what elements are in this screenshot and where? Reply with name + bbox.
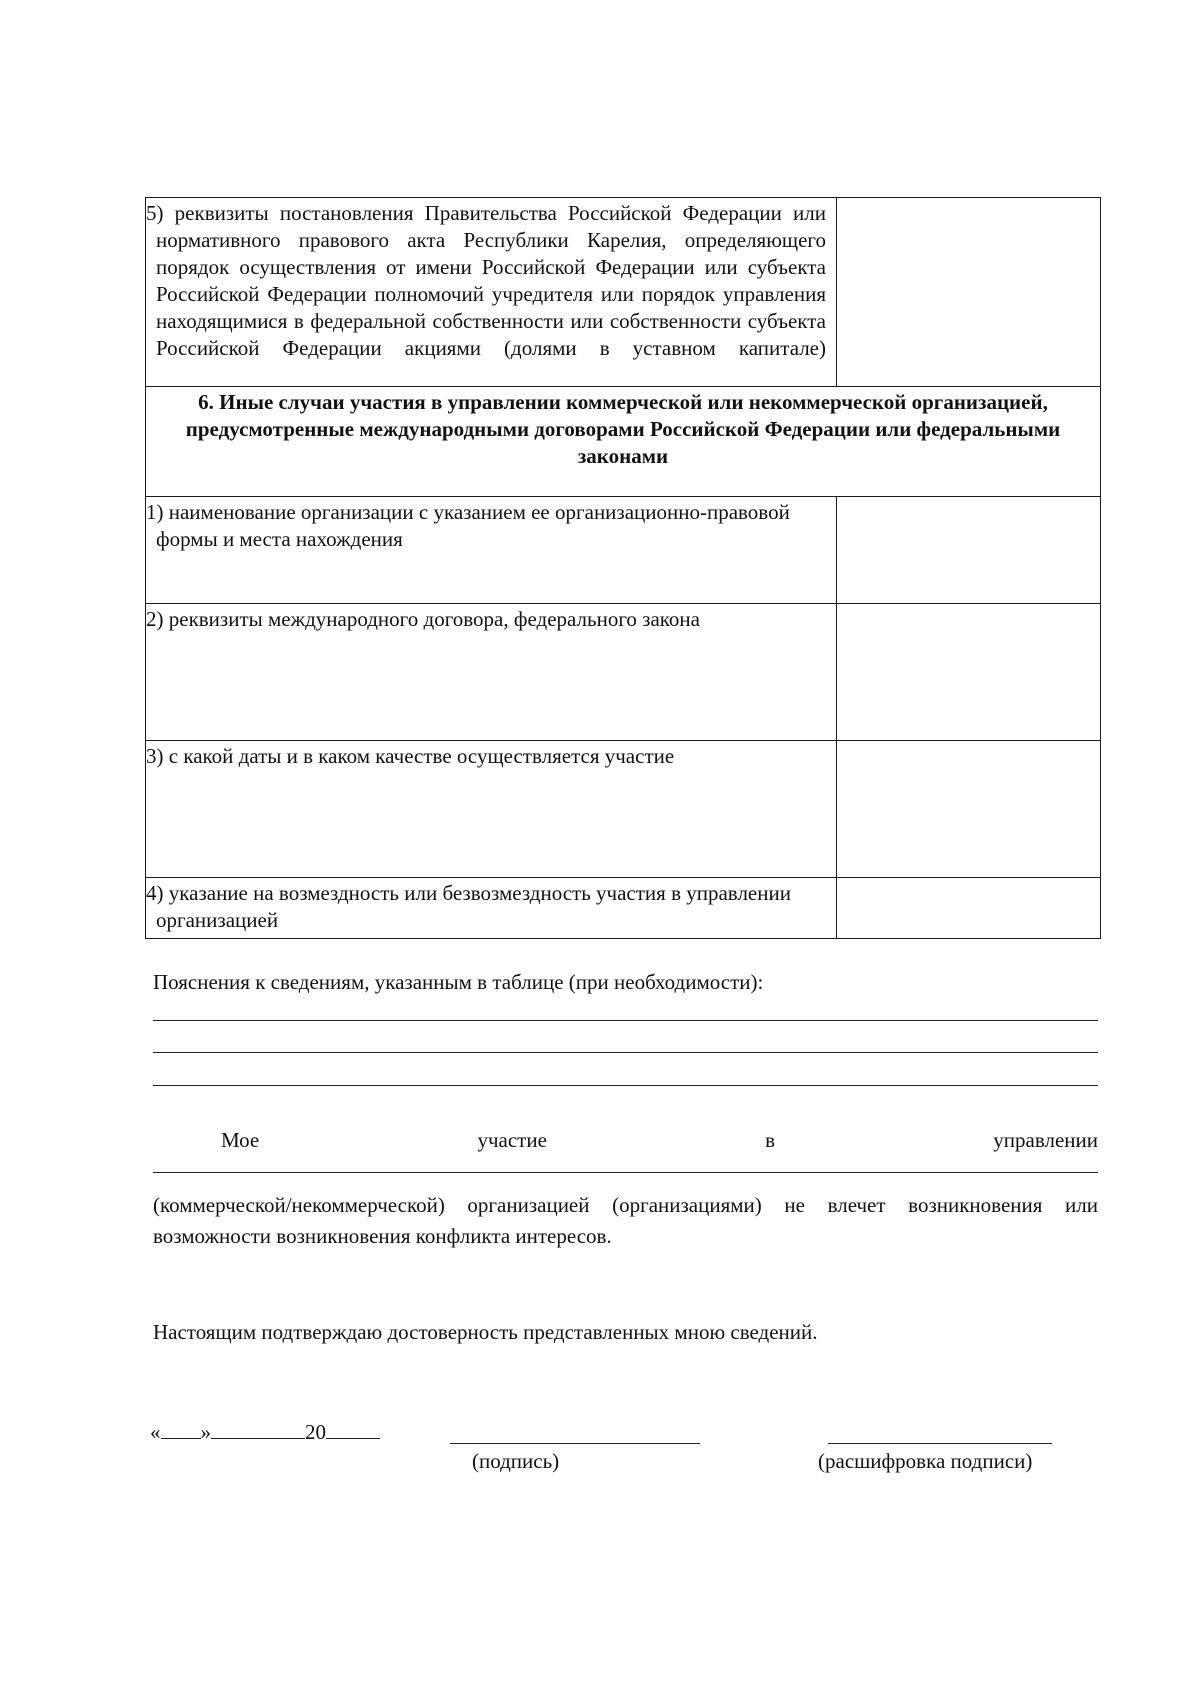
confirmation-text: Настоящим подтверждаю достоверность представленных мною сведений.: [153, 1320, 818, 1344]
year-blank[interactable]: [326, 1418, 380, 1439]
day-blank[interactable]: [161, 1418, 201, 1439]
year-prefix: 20: [305, 1420, 326, 1444]
date-close-quote: »: [200, 1420, 211, 1444]
table-row-3: [146, 741, 1101, 878]
row2-marker: 2: [146, 607, 157, 631]
table-row-4: [146, 878, 1101, 939]
table-row-2: [146, 604, 1101, 741]
explanation-line-1[interactable]: [153, 1020, 1098, 1021]
date-field: [150, 1418, 380, 1445]
row3-answer-cell[interactable]: [837, 741, 1101, 878]
row2-question: [146, 604, 837, 741]
signature-caption: (подпись): [472, 1449, 560, 1473]
explanation-line-3[interactable]: [153, 1085, 1098, 1086]
participation-word-3: в: [765, 1128, 776, 1152]
row4-marker: 4: [146, 881, 157, 905]
date-open-quote: «: [150, 1420, 161, 1444]
row1-marker: 1: [146, 500, 157, 524]
row5-marker: 5: [146, 201, 157, 225]
row3-text: ) с какой даты и в каком качестве осуществляется участие: [156, 744, 675, 768]
participation-word-2: участие: [477, 1128, 547, 1152]
signature-line[interactable]: [450, 1443, 700, 1444]
decoding-caption: (расшифровка подписи): [818, 1449, 1033, 1473]
section-6-title: 6. Иные случаи участия в управлении коммерческой или некоммерческой организацией, предусмотренные международными договорами Российской Федерации или федеральными законами: [146, 387, 1101, 497]
section-6-row: [146, 387, 1101, 497]
row1-question: [146, 497, 837, 604]
row5-answer-cell[interactable]: [837, 198, 1101, 387]
row1-text: ) наименование организации с указанием ее организационно-правовой формы и места нахождения: [156, 500, 790, 551]
row2-text: ) реквизиты международного договора, федерального закона: [156, 607, 700, 631]
row5-question: [146, 198, 837, 387]
row4-text: ) указание на возмездность или безвозмездность участия в управлении организацией: [156, 881, 791, 932]
table-row-1: [146, 497, 1101, 604]
decoding-line[interactable]: [828, 1443, 1052, 1444]
participation-line: [153, 1128, 1098, 1153]
organization-fill-line[interactable]: [153, 1172, 1098, 1173]
table-row-5: [146, 198, 1101, 387]
row3-marker: 3: [146, 744, 157, 768]
explanation-line-2[interactable]: [153, 1052, 1098, 1053]
info-table: [145, 197, 1101, 939]
participation-word-1: Мое: [221, 1128, 260, 1152]
row2-answer-cell[interactable]: [837, 604, 1101, 741]
month-blank[interactable]: [211, 1418, 305, 1439]
row4-question: [146, 878, 837, 939]
explanations-label: Пояснения к сведениям, указанным в таблице (при необходимости):: [153, 970, 764, 994]
row4-answer-cell[interactable]: [837, 878, 1101, 939]
row3-question: [146, 741, 837, 878]
conflict-statement: (коммерческой/некоммерческой) организацией (организациями) не влечет возникновения или возможности возникновения конфликта интересов.: [153, 1193, 1098, 1248]
row1-answer-cell[interactable]: [837, 497, 1101, 604]
row5-text: ) реквизиты постановления Правительства Российской Федерации или нормативного правового акта Республики Карелия, определяющего порядок осуществления от имени Российской Федерации или субъекта Российской Федерации полномочий учредителя или порядок управления находящимися в федеральной собственности или собственности субъекта Российской Федерации акциями (долями в уставном капитале): [156, 201, 826, 360]
participation-word-4: управлении: [993, 1128, 1098, 1152]
